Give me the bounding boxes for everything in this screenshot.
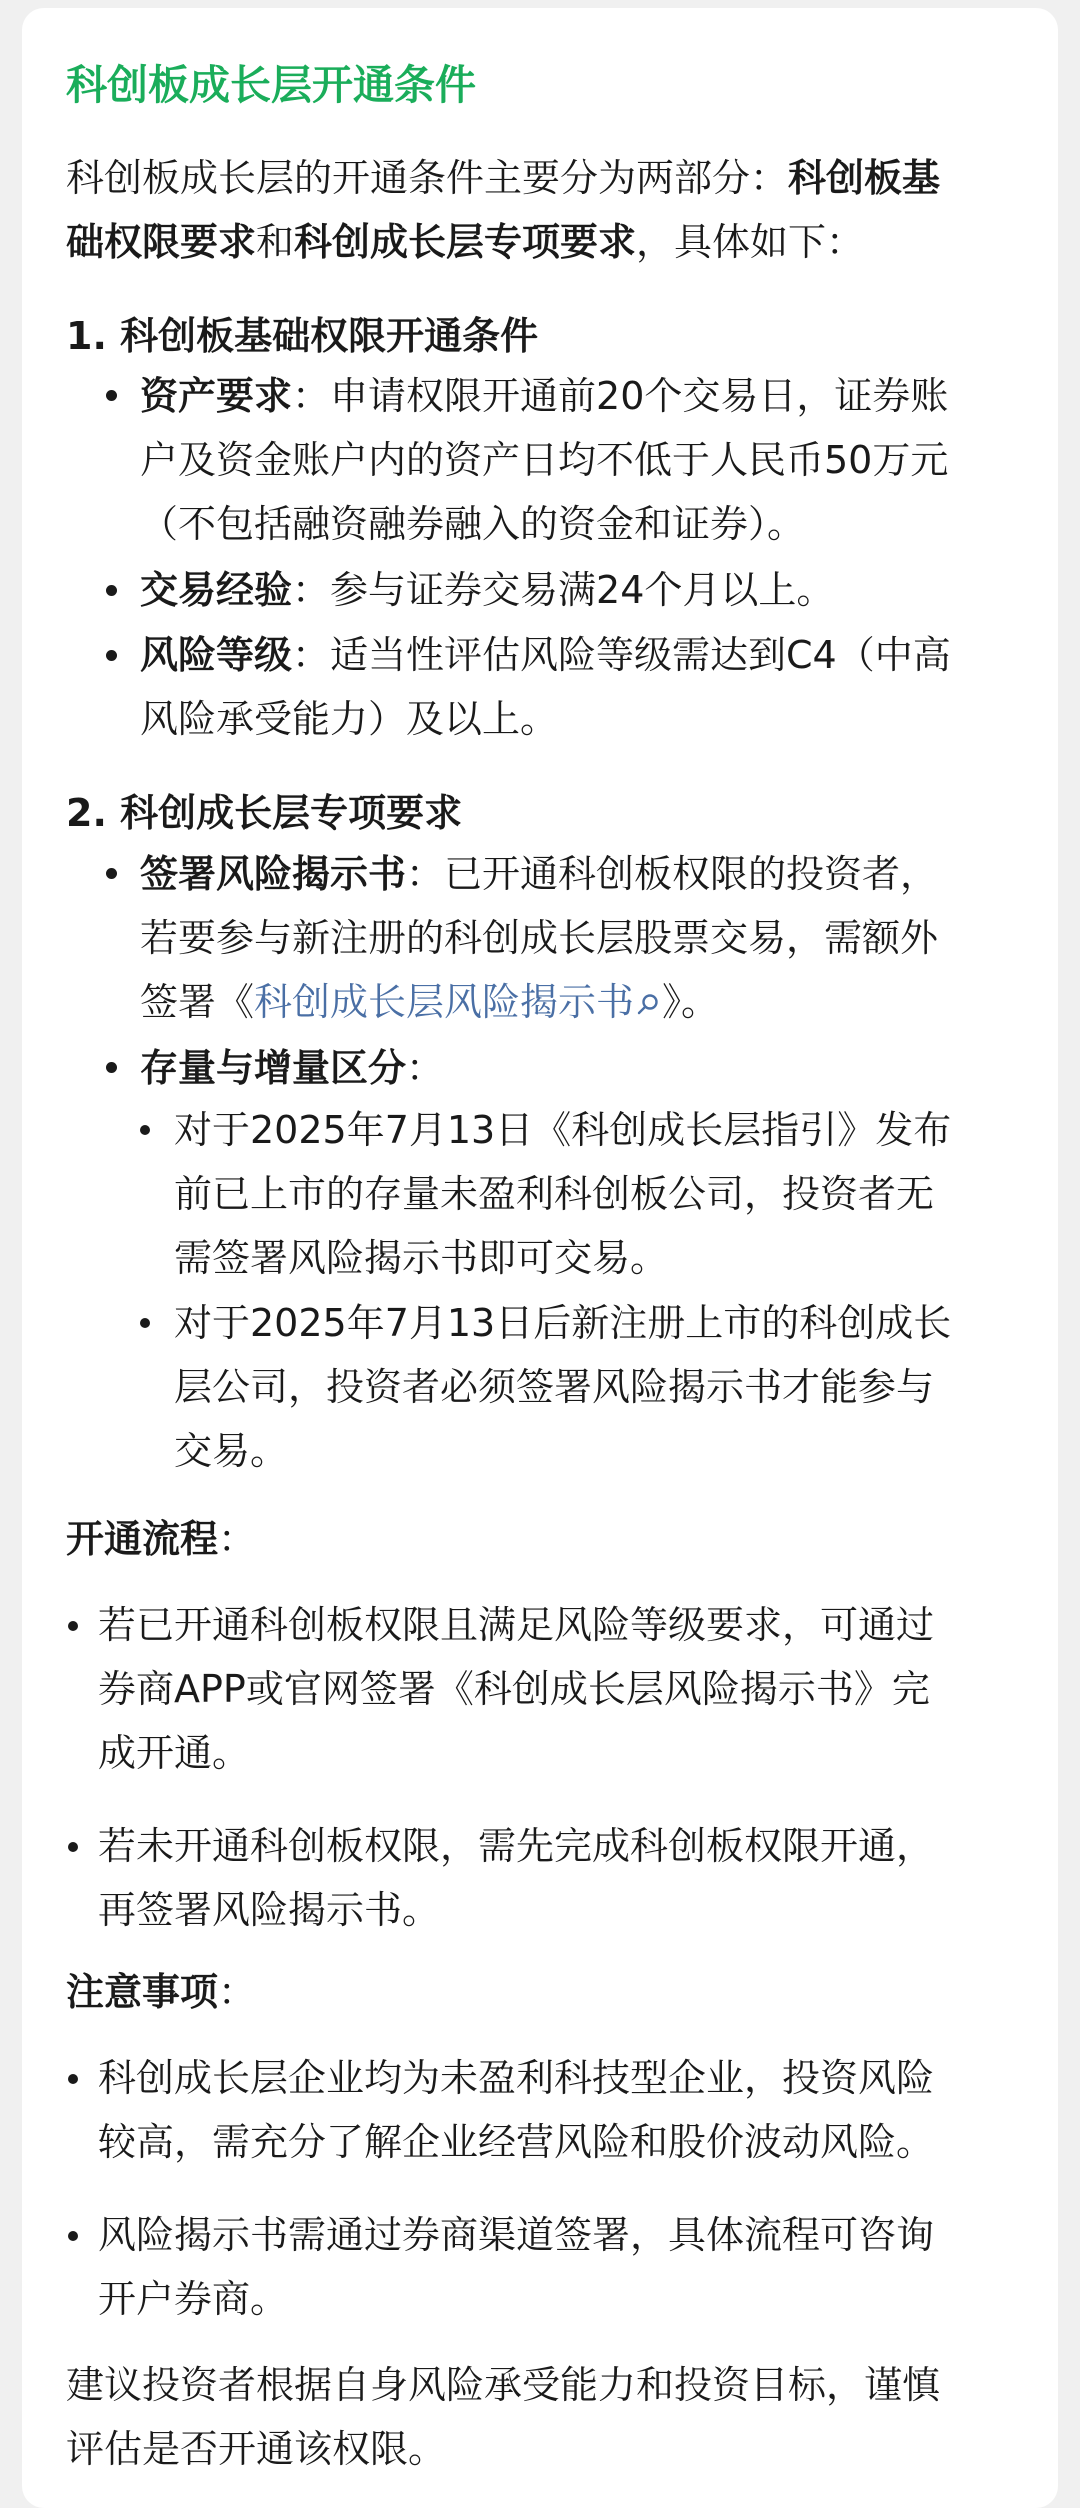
list-item-sign-disclosure: 签署风险揭示书：已开通科创板权限的投资者， 若要参与新注册的科创成长层股票交易，需额外 签署《科创成长层风险揭示书 》。 bbox=[140, 852, 939, 1024]
list-item-trading-experience: 交易经验：参与证券交易满24个月以上。 bbox=[140, 568, 835, 612]
list-item-stock-distinction: 存量与增量区分： bbox=[140, 1046, 445, 1090]
notes-heading: 注意事项： bbox=[66, 1970, 257, 2014]
bullet-dot bbox=[68, 2231, 78, 2241]
sub-list-item-existing: 对于2025年7月13日《科创成长层指引》发布 前已上市的存量未盈利科创板公司，投资者无 需签署风险揭示书即可交易。 bbox=[174, 1108, 952, 1280]
list-item-risk-level: 风险等级：适当性评估风险等级需达到C4（中高 风险承受能力）及以上。 bbox=[140, 633, 951, 741]
bullet-dot bbox=[106, 868, 117, 879]
intro-paragraph: 科创板成长层的开通条件主要分为两部分：科创板基 础权限要求和科创成长层专项要求，具体如下： bbox=[66, 156, 941, 264]
sub-bullet-dot bbox=[140, 1318, 150, 1328]
answer-title: 科创板成长层开通条件 bbox=[66, 61, 476, 109]
bullet-dot bbox=[68, 1842, 78, 1852]
list-item-asset-requirement: 资产要求：申请权限开通前20个交易日，证券账 户及资金账户内的资产日均不低于人民币50万元 （不包括融资融券融入的资金和证券）。 bbox=[140, 374, 949, 546]
bullet-dot bbox=[68, 2074, 78, 2084]
notes-item-2: 风险揭示书需通过券商渠道签署，具体流程可咨询 开户券商。 bbox=[98, 2213, 935, 2321]
process-heading: 开通流程： bbox=[66, 1517, 257, 1561]
search-icon[interactable] bbox=[636, 992, 662, 1018]
bullet-dot bbox=[106, 585, 117, 596]
notes-item-1: 科创成长层企业均为未盈利科技型企业，投资风险 较高，需充分了解企业经营风险和股价波动风险。 bbox=[98, 2056, 935, 2164]
disclosure-link[interactable]: 科创成长层风险揭示书 bbox=[254, 980, 635, 1024]
section-1-heading: 1. 科创板基础权限开通条件 bbox=[66, 314, 539, 358]
process-item-2: 若未开通科创板权限，需先完成科创板权限开通， 再签署风险揭示书。 bbox=[98, 1824, 935, 1932]
section-2-heading: 2. 科创成长层专项要求 bbox=[66, 791, 463, 835]
sub-list-item-new: 对于2025年7月13日后新注册上市的科创成长 层公司，投资者必须签署风险揭示书才能参与 交易。 bbox=[174, 1301, 952, 1473]
process-item-1: 若已开通科创板权限且满足风险等级要求，可通过 券商APP或官网签署《科创成长层风险揭示书》完 成开通。 bbox=[98, 1603, 935, 1775]
sub-bullet-dot bbox=[140, 1125, 150, 1135]
bullet-dot bbox=[106, 390, 117, 401]
bullet-dot bbox=[106, 1062, 117, 1073]
bullet-dot bbox=[106, 650, 117, 661]
bullet-dot bbox=[68, 1621, 78, 1631]
closing-paragraph: 建议投资者根据自身风险承受能力和投资目标，谨慎 评估是否开通该权限。 bbox=[66, 2363, 941, 2471]
